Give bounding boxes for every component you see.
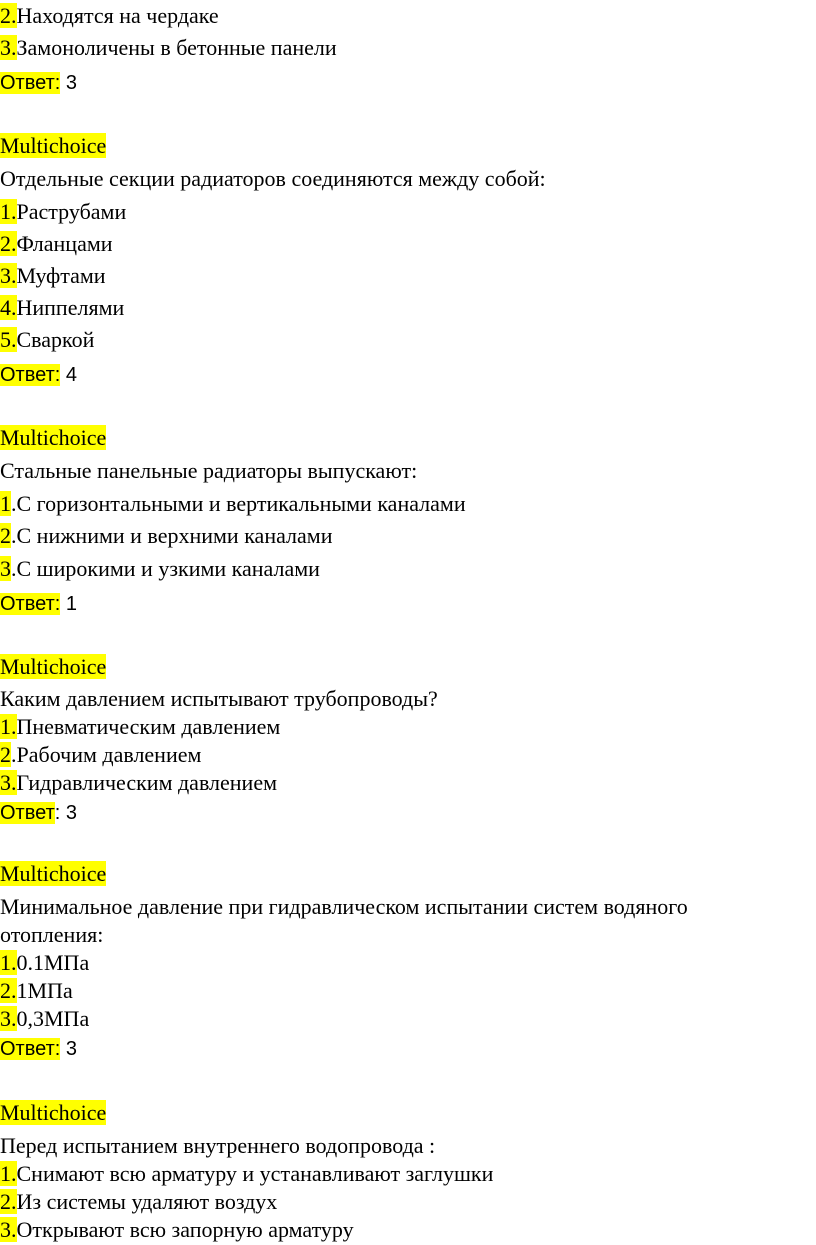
tag-text: Multichoice [0,861,107,886]
option-line [0,1006,89,1032]
option-text: Сваркой [16,327,95,352]
answer-line [0,800,77,826]
option-number: 2. [0,1189,17,1214]
question-text: отопления: [0,922,104,947]
option-text: Фланцами [16,231,113,256]
option-line [0,714,280,740]
answer-label: Ответ: [0,72,61,94]
option-text: Гидравлическим давлением [16,770,278,795]
answer-line [0,362,77,388]
option-line [0,523,333,549]
question-text: Стальные панельные радиаторы выпускают: [0,458,418,483]
option-number: 3. [0,1217,17,1242]
answer-value: 4 [60,364,77,386]
option-number: 1. [0,199,17,224]
option-number: 3. [0,1006,17,1031]
tag-text: Multichoice [0,425,107,450]
option-line [0,35,337,61]
option-number: 1. [0,950,17,975]
option-text: Замоноличены в бетонные панели [16,35,337,60]
option-number: 5. [0,327,17,352]
option-line [0,263,106,289]
option-text: 0,3МПа [16,1006,90,1031]
tag-text: Multichoice [0,133,107,158]
question-type-tag [0,861,106,887]
answer-value: : 3 [54,802,77,824]
option-line [0,950,89,976]
answer-label: Ответ: [0,593,61,615]
answer-value: 1 [60,593,77,615]
option-text: Снимают всю арматуру и устанавливают заглушки [16,1161,494,1186]
option-line [0,327,94,353]
option-number: 4. [0,295,17,320]
option-number: 2 [0,523,11,548]
option-text: 0.1МПа [16,950,90,975]
option-number: 3 [0,556,11,581]
question-type-tag [0,1100,106,1126]
option-number: 1 [0,491,11,516]
option-text: Из системы удаляют воздух [16,1189,278,1214]
question-text: Перед испытанием внутреннего водопровода : [0,1133,436,1158]
question-text: Минимальное давление при гидравлическом испытании систем водяного [0,894,688,919]
option-line [0,1217,354,1243]
tag-text: Multichoice [0,1100,107,1125]
question-type-tag [0,654,106,680]
option-line [0,770,277,796]
option-text: Раструбами [16,199,127,224]
option-line [0,1161,493,1187]
option-number: 2. [0,3,17,28]
option-number: 1. [0,714,17,739]
answer-line [0,1036,77,1062]
option-line [0,199,126,225]
option-line [0,295,124,321]
answer-label: Ответ: [0,364,61,386]
question-type-tag [0,425,106,451]
question-text: Каким давлением испытывают трубопроводы? [0,686,438,711]
answer-value: 3 [60,72,77,94]
option-number: 2. [0,978,17,1003]
option-text: .Рабочим давлением [11,742,202,767]
option-text: 1МПа [16,978,73,1003]
question-type-tag [0,133,106,159]
option-line [0,231,113,257]
option-number: 1. [0,1161,17,1186]
option-number: 2. [0,231,17,256]
option-line [0,556,320,582]
tag-text: Multichoice [0,654,107,679]
option-text: Открывают всю запорную арматуру [16,1217,354,1242]
option-line [0,491,466,517]
answer-label: Ответ: [0,1038,61,1060]
answer-label: Ответ [0,802,55,824]
option-line [0,742,201,768]
option-text: .С широкими и узкими каналами [11,556,320,581]
answer-value: 3 [60,1038,77,1060]
answer-line [0,70,77,96]
option-text: .С нижними и верхними каналами [11,523,333,548]
option-text: Муфтами [16,263,106,288]
question-text: Отдельные секции радиаторов соединяются между собой: [0,166,546,191]
option-line [0,3,219,29]
option-number: 3. [0,263,17,288]
option-text: Ниппелями [16,295,125,320]
option-number: 3. [0,770,17,795]
option-line [0,978,73,1004]
option-line [0,1189,277,1215]
option-number: 2 [0,742,11,767]
answer-line [0,591,77,617]
option-text: Пневматическим давлением [16,714,281,739]
option-number: 3. [0,35,17,60]
option-text: .С горизонтальными и вертикальными каналами [11,491,466,516]
option-text: Находятся на чердаке [16,3,219,28]
